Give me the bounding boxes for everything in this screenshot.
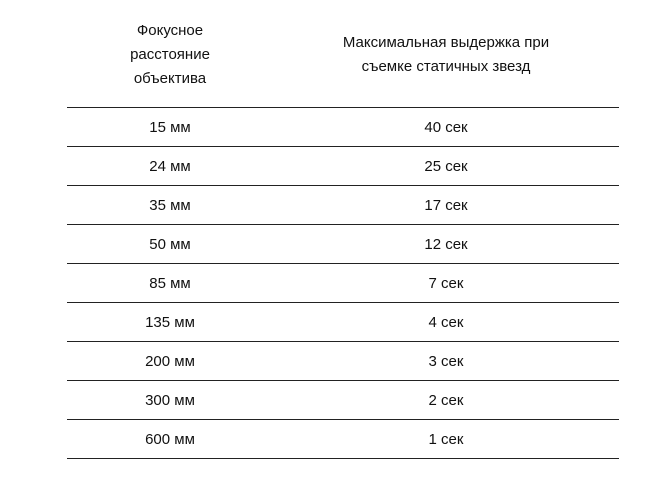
exposure-cell: 2 сек — [428, 391, 464, 409]
focal-length-cell: 50 мм — [149, 235, 191, 253]
table-row — [67, 420, 619, 459]
exposure-cell: 3 сек — [428, 352, 464, 370]
exposure-cell: 25 сек — [424, 157, 468, 175]
header-max-exposure-label: Максимальная выдержка при съемке статичных звезд — [342, 33, 550, 75]
exposure-cell: 17 сек — [424, 196, 468, 214]
focal-length-cell: 35 мм — [149, 196, 191, 214]
focal-length-cell: 200 мм — [145, 352, 195, 370]
exposure-cell: 40 сек — [424, 118, 468, 136]
table-row — [67, 264, 619, 303]
focal-length-cell: 135 мм — [145, 313, 195, 331]
table-row — [67, 381, 619, 420]
header-cell-focal-length — [67, 0, 273, 107]
exposure-table — [67, 0, 619, 459]
table-row — [67, 186, 619, 225]
table-row — [67, 303, 619, 342]
focal-length-cell: 85 мм — [149, 274, 191, 292]
focal-length-cell: 300 мм — [145, 391, 195, 409]
table-row — [67, 225, 619, 264]
table-row — [67, 342, 619, 381]
exposure-cell: 4 сек — [428, 313, 464, 331]
table-row — [67, 108, 619, 147]
exposure-cell: 7 сек — [428, 274, 464, 292]
focal-length-cell: 600 мм — [145, 430, 195, 448]
exposure-cell: 12 сек — [424, 235, 468, 253]
table-row — [67, 147, 619, 186]
header-focal-length-label: Фокусное расстояние объектива — [130, 21, 210, 87]
focal-length-cell: 15 мм — [149, 118, 191, 136]
exposure-cell: 1 сек — [428, 430, 464, 448]
table-header — [67, 0, 619, 108]
header-cell-max-exposure — [273, 0, 619, 107]
focal-length-cell: 24 мм — [149, 157, 191, 175]
